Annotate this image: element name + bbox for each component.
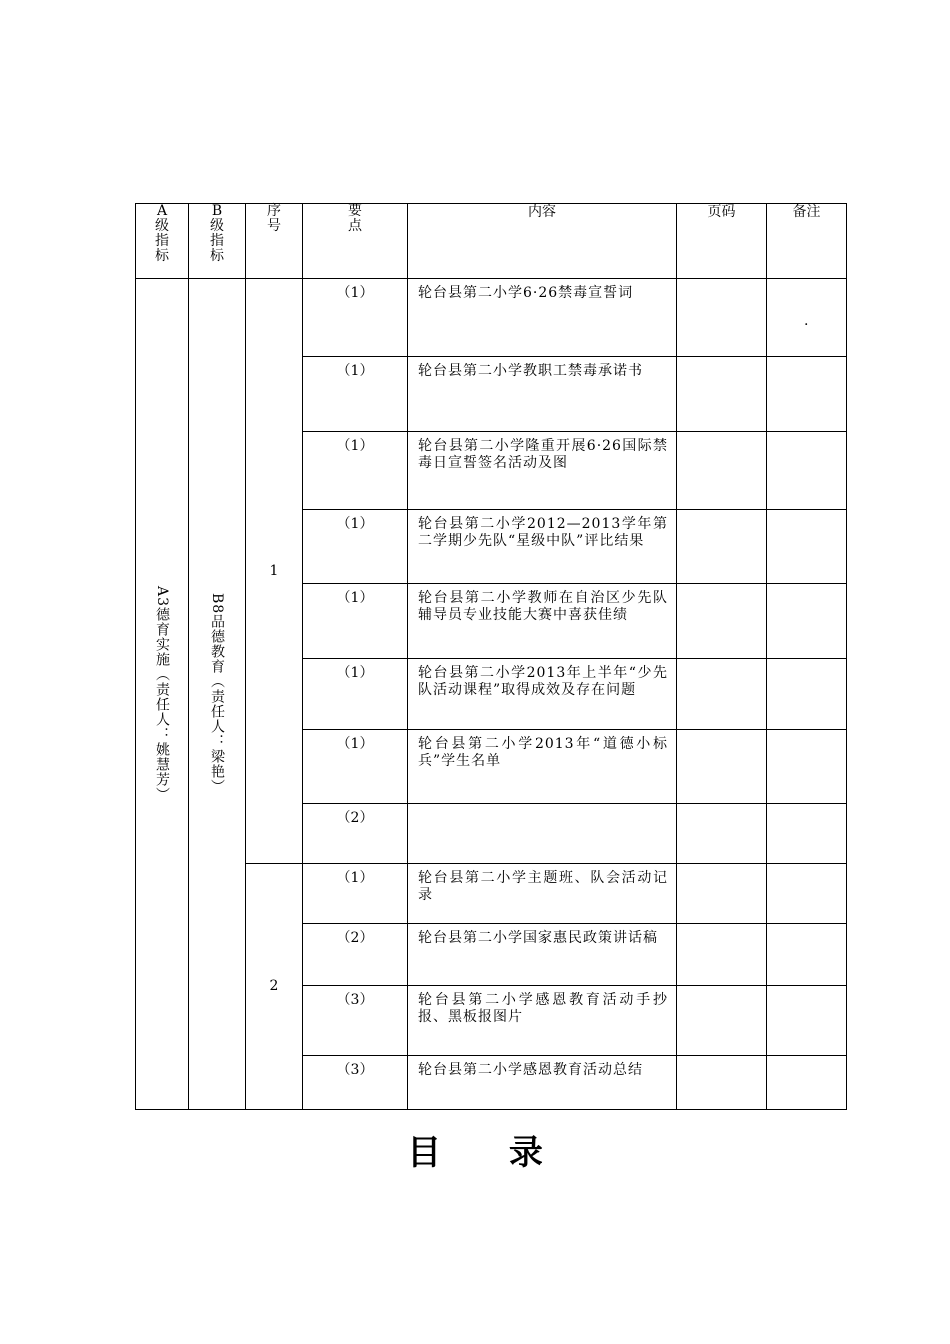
seq-cell-1: 1 [246, 279, 303, 864]
note-cell [767, 924, 847, 986]
header-seq: 序号 [246, 204, 303, 279]
content-cell: 轮台县第二小学2012—2013学年第二学期少先队“星级中队”评比结果 [408, 510, 677, 584]
content-cell: 轮台县第二小学6·26禁毒宣誓词 [408, 279, 677, 357]
b-level-cell: B8品德教育（责任人：梁艳） [189, 279, 246, 1110]
point-cell: （2） [303, 804, 408, 864]
note-cell [767, 432, 847, 510]
point-cell: （1） [303, 357, 408, 432]
page-cell [677, 357, 767, 432]
note-cell [767, 730, 847, 804]
point-cell: （1） [303, 864, 408, 924]
point-cell: （1） [303, 432, 408, 510]
content-cell: 轮台县第二小学主题班、队会活动记录 [408, 864, 677, 924]
header-b-level: B级指标 [189, 204, 246, 279]
page-cell [677, 986, 767, 1056]
index-table [135, 203, 847, 1110]
a-level-cell: A3德育实施（责任人：姚慧芳） [136, 279, 189, 1110]
note-cell: . [767, 279, 847, 357]
page-cell [677, 510, 767, 584]
content-cell [408, 804, 677, 864]
point-cell: （1） [303, 584, 408, 659]
page-cell [677, 864, 767, 924]
point-cell: （1） [303, 659, 408, 730]
point-cell: （1） [303, 279, 408, 357]
note-cell [767, 864, 847, 924]
note-cell [767, 1056, 847, 1110]
content-cell: 轮台县第二小学隆重开展6·26国际禁毒日宣誓签名活动及图 [408, 432, 677, 510]
content-cell: 轮台县第二小学2013年“道德小标兵”学生名单 [408, 730, 677, 804]
point-cell: （3） [303, 986, 408, 1056]
note-cell [767, 357, 847, 432]
header-page: 页码 [677, 204, 767, 279]
point-cell: （1） [303, 730, 408, 804]
content-cell: 轮台县第二小学教职工禁毒承诺书 [408, 357, 677, 432]
header-point: 要点 [303, 204, 408, 279]
content-cell: 轮台县第二小学感恩教育活动总结 [408, 1056, 677, 1110]
content-cell: 轮台县第二小学2013年上半年“少先队活动课程”取得成效及存在问题 [408, 659, 677, 730]
page-cell [677, 279, 767, 357]
page-cell [677, 584, 767, 659]
header-row [136, 204, 847, 279]
table-row [136, 279, 847, 357]
content-cell: 轮台县第二小学教师在自治区少先队辅导员专业技能大赛中喜获佳绩 [408, 584, 677, 659]
table-of-contents-title: 目 录 [407, 1133, 571, 1173]
content-cell: 轮台县第二小学国家惠民政策讲话稿 [408, 924, 677, 986]
header-a-level: A级指标 [136, 204, 189, 279]
page-cell [677, 924, 767, 986]
page-cell [677, 659, 767, 730]
point-cell: （2） [303, 924, 408, 986]
page-cell [677, 432, 767, 510]
page-cell [677, 804, 767, 864]
note-cell [767, 659, 847, 730]
content-cell: 轮台县第二小学感恩教育活动手抄报、黑板报图片 [408, 986, 677, 1056]
header-content: 内容 [408, 204, 677, 279]
page-cell [677, 1056, 767, 1110]
header-note: 备注 [767, 204, 847, 279]
note-cell [767, 510, 847, 584]
page-cell [677, 730, 767, 804]
seq-cell-2: 2 [246, 864, 303, 1110]
point-cell: （1） [303, 510, 408, 584]
note-cell [767, 584, 847, 659]
note-cell [767, 804, 847, 864]
point-cell: （3） [303, 1056, 408, 1110]
note-cell [767, 986, 847, 1056]
